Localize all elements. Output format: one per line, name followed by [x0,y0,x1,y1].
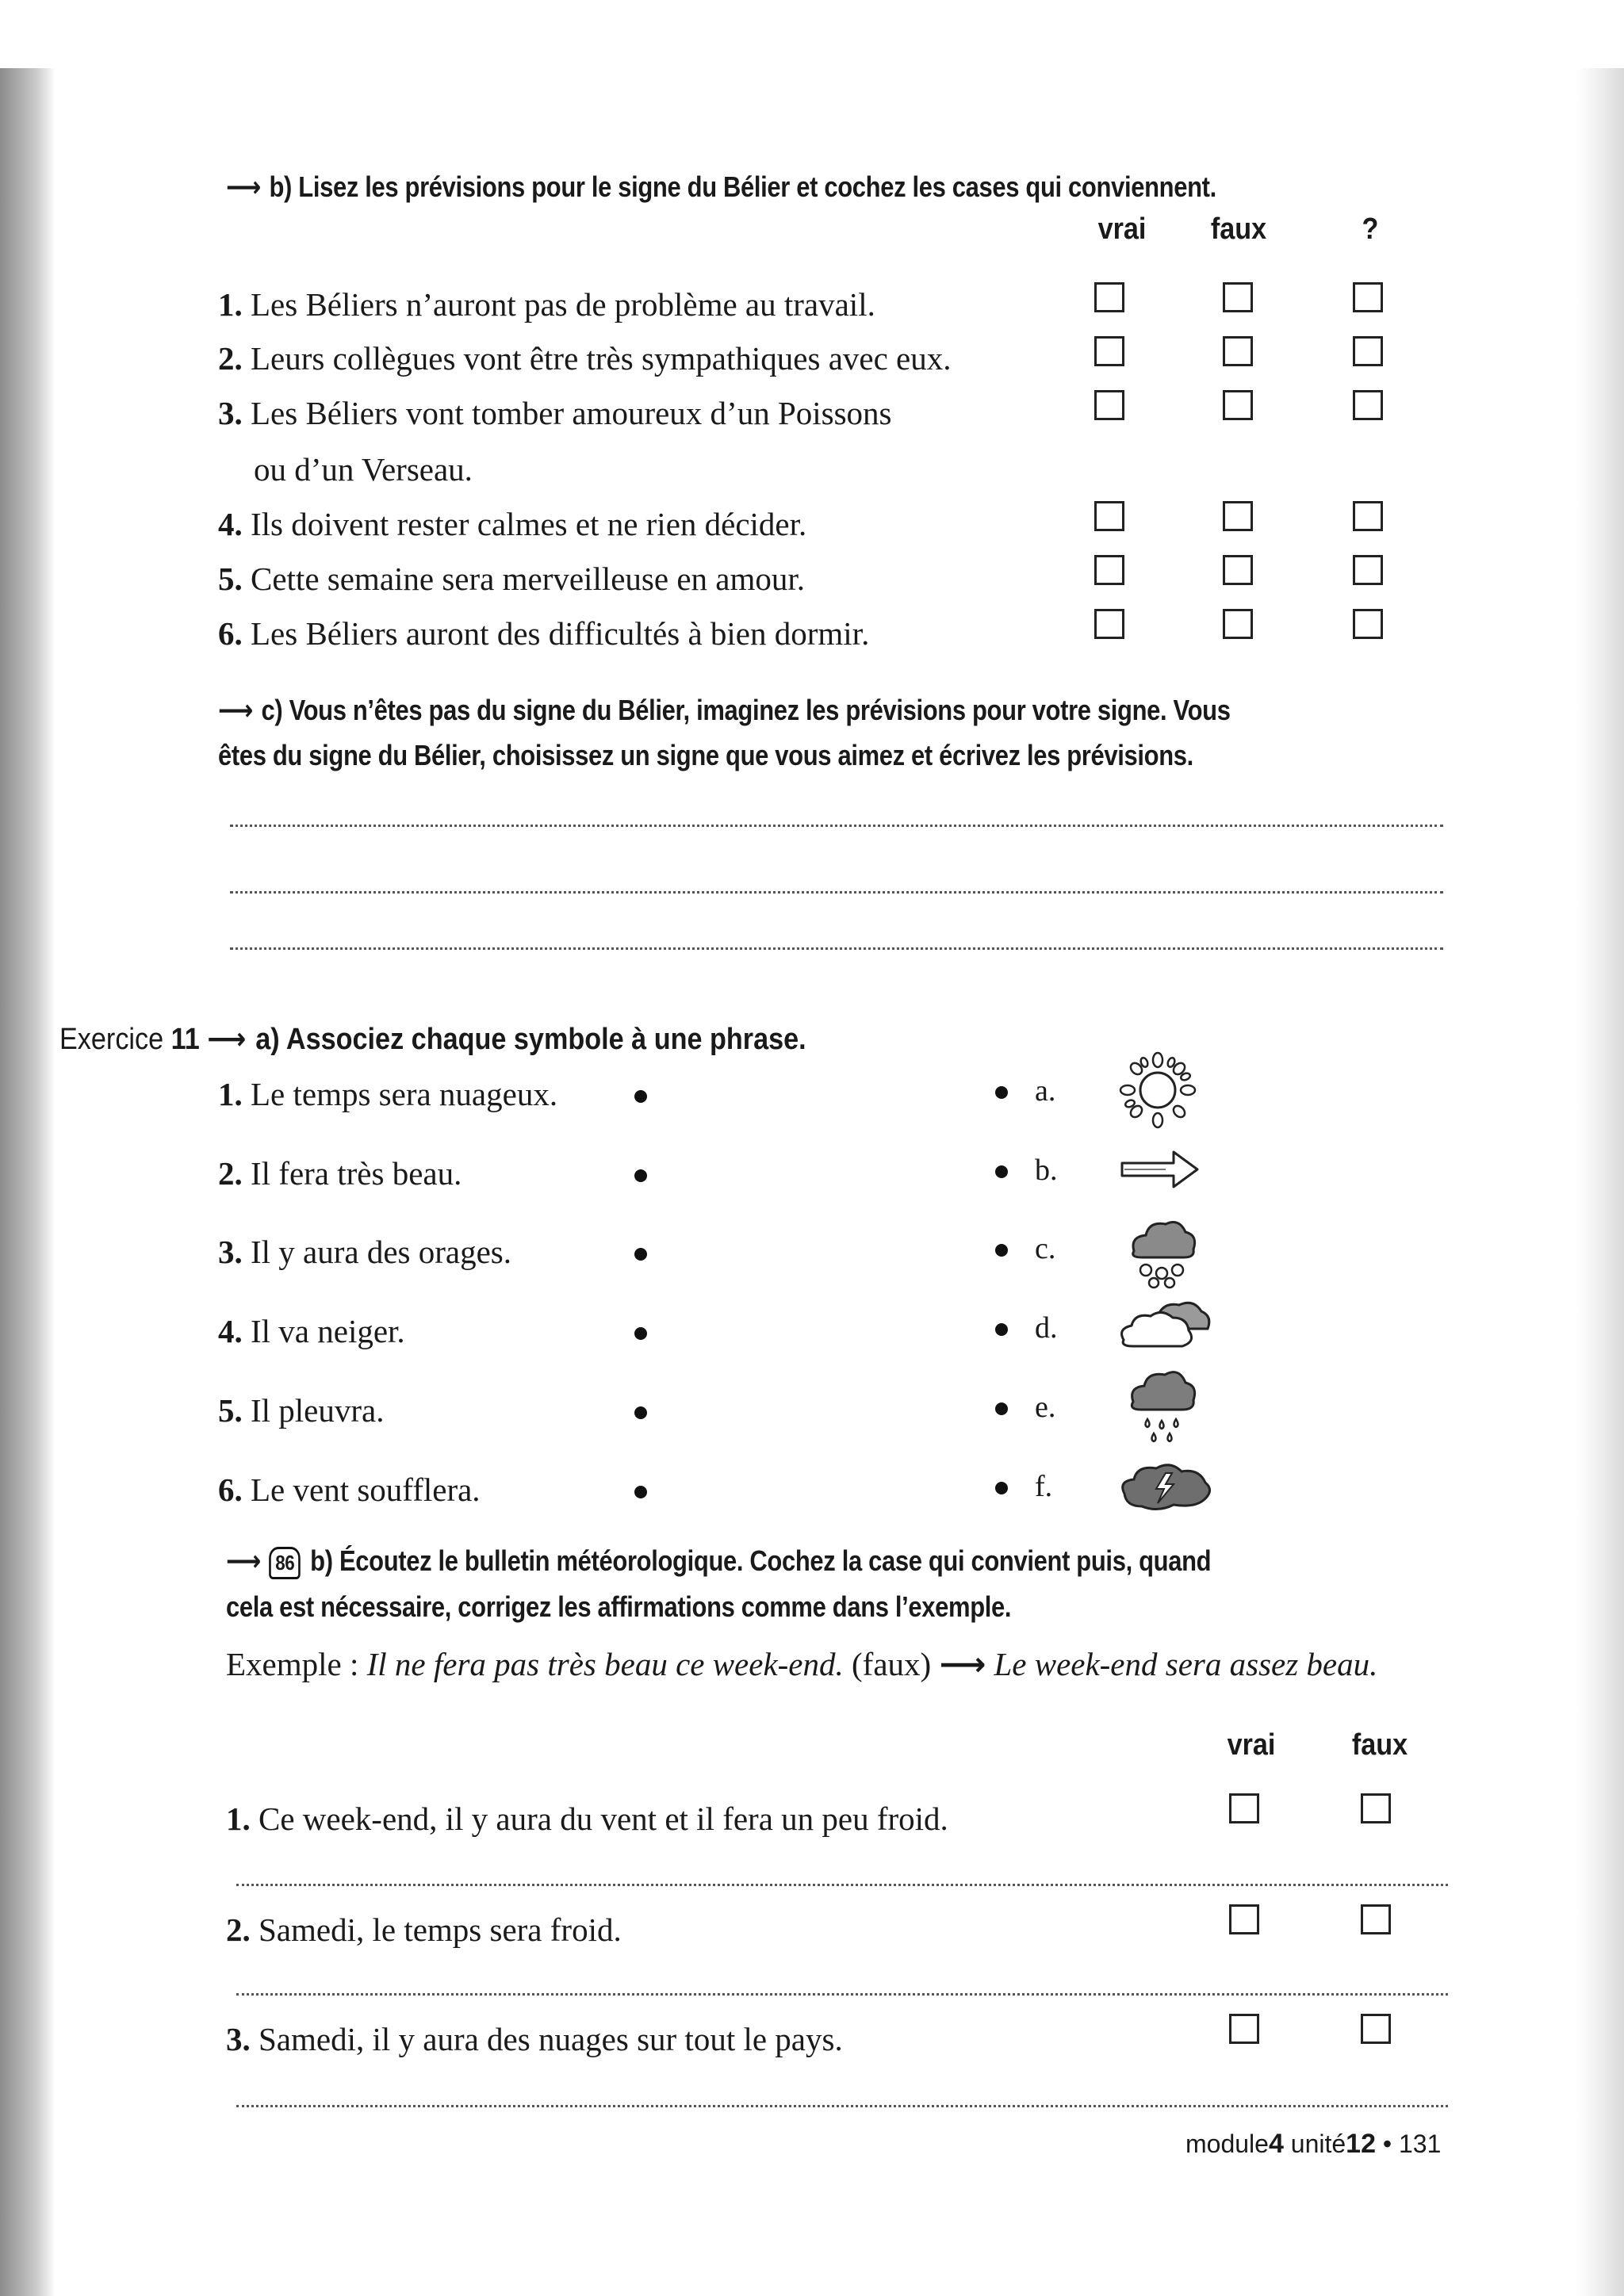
list-item: 3. Les Béliers vont tomber amoureux d’un Poissons [218,395,892,431]
checkbox-vrai[interactable] [1094,390,1124,420]
checkbox-vrai[interactable] [1094,282,1124,312]
arrow-icon: ⟶ [207,1021,256,1056]
match-dot-left[interactable] [634,1406,647,1419]
arrow-icon: ⟶ [226,171,270,204]
match-dot-left[interactable] [634,1169,647,1182]
audio-track-icon: 86 [269,1547,301,1579]
checkbox-faux[interactable] [1223,390,1253,420]
storm-cloud-icon [1118,1459,1213,1518]
symbol-letter: d. [1035,1311,1058,1345]
phrase-item: 6. Le vent soufflera. [218,1471,481,1508]
checkbox-vrai[interactable] [1094,501,1124,531]
list-item: 5. Cette semaine sera merveilleuse en amour. [218,561,806,597]
match-dot-right[interactable] [995,1244,1008,1257]
list-item: 1. Les Béliers n’auront pas de problème au travail. [218,286,875,323]
statement-item: 3. Samedi, il y aura des nuages sur tout le pays. [226,2021,843,2057]
writing-line[interactable] [230,825,1443,827]
writing-line[interactable] [230,891,1443,894]
match-dot-left[interactable] [634,1248,647,1261]
checkbox-unknown[interactable] [1353,336,1383,366]
arrow-icon: ⟶ [939,1645,986,1683]
scan-margin-top [0,0,1624,68]
column-header-vrai: vrai [1227,1728,1276,1762]
match-dot-right[interactable] [995,1165,1008,1178]
match-dot-right[interactable] [995,1086,1008,1099]
phrase-item: 4. Il va neiger. [218,1313,405,1349]
column-header-vrai: vrai [1097,212,1147,246]
match-dot-left[interactable] [634,1090,647,1103]
checkbox-vrai[interactable] [1229,2014,1259,2044]
checkbox-vrai[interactable] [1094,609,1124,639]
correction-line[interactable] [236,2105,1448,2107]
list-item: 4. Ils doivent rester calmes et ne rien décider. [218,506,807,542]
checkbox-vrai[interactable] [1094,336,1124,366]
match-dot-left[interactable] [634,1486,647,1498]
list-item-continuation: ou d’un Verseau. [254,451,473,488]
correction-line[interactable] [236,1993,1448,1996]
checkbox-unknown[interactable] [1353,501,1383,531]
checkbox-vrai[interactable] [1229,1793,1259,1823]
match-dot-right[interactable] [995,1402,1008,1415]
list-item: 2. Leurs collègues vont être très sympathiques avec eux. [218,340,952,377]
checkbox-unknown[interactable] [1353,282,1383,312]
rain-cloud-icon [1122,1364,1201,1451]
column-header-unknown: ? [1362,212,1379,246]
page-footer: module4 unité12 • 131 [1185,2129,1442,2159]
snow-cloud-icon [1122,1211,1201,1291]
checkbox-vrai[interactable] [1094,555,1124,585]
cloud-icon [1114,1294,1213,1357]
page-number: 131 [1398,2130,1442,2158]
exercise-b-instruction-line1: ⟶ 86 b) Écoutez le bulletin météorologique. Cochez la case qui convient puis, quand [226,1544,1212,1578]
exercise-heading: Exercice 11 ⟶ a) Associez chaque symbole à une phrase. [59,1021,806,1056]
symbol-letter: e. [1035,1391,1056,1424]
column-header-faux: faux [1210,212,1267,246]
section-b-instruction: ⟶ b) Lisez les prévisions pour le signe du Bélier et cochez les cases qui conviennent. [226,170,1216,204]
statement-item: 1. Ce week-end, il y aura du vent et il fera un peu froid. [226,1800,948,1837]
exercise-b-instruction-line2: cela est nécessaire, corrigez les affirmations comme dans l’exemple. [226,1590,1012,1623]
symbol-letter: b. [1035,1154,1058,1187]
checkbox-unknown[interactable] [1353,609,1383,639]
phrase-item: 1. Le temps sera nuageux. [218,1076,558,1112]
checkbox-faux[interactable] [1361,2014,1391,2044]
section-c-instruction-line1: ⟶ c) Vous n’êtes pas du signe du Bélier, imaginez les prévisions pour votre signe. Vous [218,694,1231,727]
example-line: Exemple : Il ne fera pas très beau ce week-end. (faux) ⟶ Le week-end sera assez beau. [226,1645,1378,1683]
statement-item: 2. Samedi, le temps sera froid. [226,1911,622,1948]
sun-icon [1114,1047,1201,1134]
checkbox-faux[interactable] [1223,282,1253,312]
checkbox-faux[interactable] [1361,1793,1391,1823]
wind-arrow-icon [1118,1146,1205,1193]
scan-edge-right [1576,68,1624,2296]
symbol-letter: f. [1035,1470,1053,1503]
checkbox-faux[interactable] [1223,336,1253,366]
checkbox-faux[interactable] [1223,609,1253,639]
correction-line[interactable] [236,1884,1448,1886]
checkbox-unknown[interactable] [1353,390,1383,420]
writing-line[interactable] [230,947,1443,950]
match-dot-right[interactable] [995,1482,1008,1494]
match-dot-left[interactable] [634,1327,647,1340]
column-header-faux: faux [1351,1728,1408,1762]
checkbox-faux[interactable] [1223,555,1253,585]
section-c-instruction-line2: êtes du signe du Bélier, choisissez un signe que vous aimez et écrivez les prévisions. [218,739,1193,771]
phrase-item: 5. Il pleuvra. [218,1392,385,1429]
checkbox-faux[interactable] [1223,501,1253,531]
arrow-icon: ⟶ [226,1545,270,1578]
symbol-letter: c. [1035,1232,1056,1265]
checkbox-vrai[interactable] [1229,1904,1259,1934]
list-item: 6. Les Béliers auront des difficultés à bien dormir. [218,615,870,652]
phrase-item: 2. Il fera très beau. [218,1155,462,1192]
match-dot-right[interactable] [995,1323,1008,1336]
checkbox-unknown[interactable] [1353,555,1383,585]
phrase-item: 3. Il y aura des orages. [218,1234,512,1270]
symbol-letter: a. [1035,1074,1056,1108]
arrow-icon: ⟶ [218,695,262,727]
scan-binding-shadow [0,68,56,2296]
checkbox-faux[interactable] [1361,1904,1391,1934]
